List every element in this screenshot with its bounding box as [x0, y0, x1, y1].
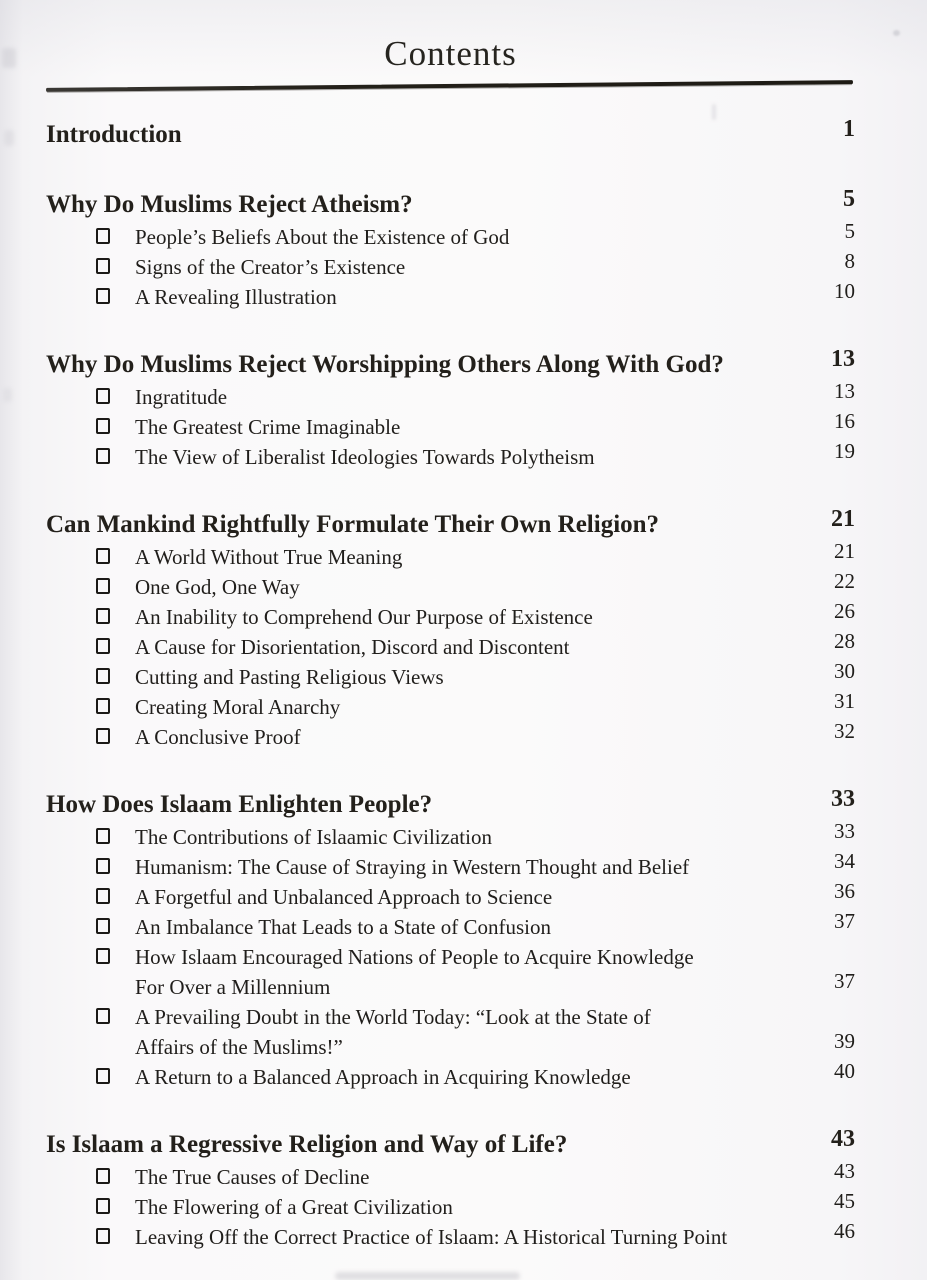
toc-heading-row [46, 118, 855, 152]
toc-item [96, 1002, 855, 1062]
toc-item-label: A Conclusive Proof [135, 725, 301, 749]
toc-item [96, 539, 855, 572]
toc-item-page: 19 [834, 439, 855, 463]
checkbox-bullet-icon [96, 258, 110, 274]
toc-heading-label: Can Mankind Rightfully Formulate Their Own Religion? [46, 511, 660, 538]
toc-item-label: A Forgetful and Unbalanced Approach to Science [135, 885, 553, 909]
toc-section-islaam-enlighten [46, 788, 855, 1092]
title-rule [46, 80, 853, 92]
toc-item [96, 942, 855, 1002]
toc-item [96, 409, 855, 442]
toc-item-label: An Inability to Comprehend Our Purpose of Existence [135, 605, 593, 629]
toc-item-label: A Cause for Disorientation, Discord and Discontent [135, 635, 570, 659]
checkbox-bullet-icon [96, 388, 110, 404]
toc-heading-row [46, 188, 855, 222]
toc-item-page: 28 [834, 629, 855, 653]
toc-item-label: One God, One Way [135, 575, 300, 599]
toc-item-page: 36 [834, 879, 855, 903]
toc-heading-row [46, 788, 855, 822]
checkbox-bullet-icon [96, 828, 110, 844]
checkbox-bullet-icon [96, 698, 110, 714]
checkbox-bullet-icon [96, 578, 110, 594]
toc-item-page: 43 [834, 1159, 855, 1183]
toc-item-line2: For Over a Millennium [135, 975, 331, 999]
toc-item [96, 219, 855, 252]
checkbox-bullet-icon [96, 858, 110, 874]
toc-heading-page: 13 [831, 346, 855, 372]
toc-section-regressive-religion [46, 1128, 855, 1252]
checkbox-bullet-icon [96, 228, 110, 244]
checkbox-bullet-icon [96, 638, 110, 654]
toc-item-page: 8 [844, 249, 855, 273]
toc-item-label: A World Without True Meaning [135, 545, 403, 569]
toc-item [96, 879, 855, 912]
checkbox-bullet-icon [96, 1168, 110, 1184]
page-title: Contents [384, 34, 517, 73]
checkbox-bullet-icon [96, 948, 110, 964]
toc-item [96, 719, 855, 752]
toc-item [96, 569, 855, 602]
checkbox-bullet-icon [96, 1008, 110, 1024]
toc-item-label [135, 1002, 809, 1062]
checkbox-bullet-icon [96, 548, 110, 564]
toc-section-introduction [46, 118, 855, 152]
checkbox-bullet-icon [96, 288, 110, 304]
toc-item [96, 909, 855, 942]
scan-artifact [335, 1272, 520, 1280]
toc-item-line1: A Prevailing Doubt in the World Today: “Look at the State of [135, 1005, 651, 1029]
toc-item [96, 249, 855, 282]
toc-item-page: 30 [834, 659, 855, 683]
toc-item [96, 629, 855, 662]
toc-item-label: People’s Beliefs About the Existence of God [135, 225, 510, 249]
toc-heading-row [46, 348, 855, 382]
toc-item [96, 1189, 855, 1222]
toc-item-page: 22 [834, 569, 855, 593]
toc-item-label: Signs of the Creator’s Existence [135, 255, 406, 279]
toc-heading-page: 33 [831, 786, 855, 812]
toc-heading-page: 5 [843, 186, 855, 212]
checkbox-bullet-icon [96, 668, 110, 684]
toc-item-label: Creating Moral Anarchy [135, 695, 341, 719]
checkbox-bullet-icon [96, 448, 110, 464]
toc-heading-page: 21 [831, 506, 855, 532]
toc-item [96, 689, 855, 722]
toc-item-page: 32 [834, 719, 855, 743]
toc-item-page: 5 [844, 219, 855, 243]
toc-item-label: Ingratitude [135, 385, 228, 409]
toc-section-reject-atheism [46, 188, 855, 312]
toc-item-line2: Affairs of the Muslims!” [135, 1035, 343, 1059]
checkbox-bullet-icon [96, 1198, 110, 1214]
toc-item-page: 46 [834, 1219, 855, 1243]
toc-item-label: Humanism: The Cause of Straying in Western Thought and Belief [135, 855, 690, 879]
checkbox-bullet-icon [96, 728, 110, 744]
toc-heading-page: 43 [831, 1126, 855, 1152]
toc-item-label: Cutting and Pasting Religious Views [135, 665, 444, 689]
toc-item-page: 37 [834, 969, 855, 993]
checkbox-bullet-icon [96, 418, 110, 434]
toc-item [96, 819, 855, 852]
checkbox-bullet-icon [96, 608, 110, 624]
toc-section-own-religion [46, 508, 855, 752]
toc-item-page: 45 [834, 1189, 855, 1213]
toc-heading-label: Why Do Muslims Reject Worshipping Others Along With God? [46, 351, 724, 378]
toc-item-page: 31 [834, 689, 855, 713]
toc-item-label: A Return to a Balanced Approach in Acquiring Knowledge [135, 1065, 631, 1089]
toc-item-label [135, 942, 809, 1002]
toc-item [96, 439, 855, 472]
toc-heading-row [46, 508, 855, 542]
toc-item [96, 1219, 855, 1252]
toc-item-line1: How Islaam Encouraged Nations of People to Acquire Knowledge [135, 945, 694, 969]
toc-item-label: The View of Liberalist Ideologies Towards Polytheism [135, 445, 595, 469]
toc-item [96, 849, 855, 882]
toc-item-page: 13 [834, 379, 855, 403]
toc-item-label: An Imbalance That Leads to a State of Confusion [135, 915, 552, 939]
toc-item-label: The Flowering of a Great Civilization [135, 1195, 453, 1219]
toc-item-label: The Contributions of Islaamic Civilization [135, 825, 492, 849]
toc-item-page: 26 [834, 599, 855, 623]
toc-item-label: A Revealing Illustration [135, 285, 337, 309]
toc-item-label: Leaving Off the Correct Practice of Islaam: A Historical Turning Point [135, 1225, 728, 1249]
toc-item-page: 21 [834, 539, 855, 563]
toc-section-reject-polytheism [46, 348, 855, 472]
toc-item-page: 37 [834, 909, 855, 933]
toc-item [96, 279, 855, 312]
toc-item [96, 1159, 855, 1192]
checkbox-bullet-icon [96, 1068, 110, 1084]
toc-heading-page: 1 [843, 116, 855, 142]
checkbox-bullet-icon [96, 888, 110, 904]
checkbox-bullet-icon [96, 918, 110, 934]
toc-item-page: 34 [834, 849, 855, 873]
checkbox-bullet-icon [96, 1228, 110, 1244]
toc-item-page: 39 [834, 1029, 855, 1053]
toc-heading-label: How Does Islaam Enlighten People? [46, 791, 433, 818]
toc-item [96, 599, 855, 632]
toc-item-page: 40 [834, 1059, 855, 1083]
toc-item [96, 1059, 855, 1092]
toc-heading-label: Why Do Muslims Reject Atheism? [46, 191, 413, 218]
toc-item [96, 379, 855, 412]
toc-item-page: 33 [834, 819, 855, 843]
toc-item-label: The True Causes of Decline [135, 1165, 370, 1189]
toc-item-page: 10 [834, 279, 855, 303]
toc-item-page: 16 [834, 409, 855, 433]
toc-item-label: The Greatest Crime Imaginable [135, 415, 401, 439]
toc-heading-label: Is Islaam a Regressive Religion and Way of Life? [46, 1131, 568, 1158]
toc-item [96, 659, 855, 692]
toc-heading-label: Introduction [46, 121, 182, 148]
toc-heading-row [46, 1128, 855, 1162]
